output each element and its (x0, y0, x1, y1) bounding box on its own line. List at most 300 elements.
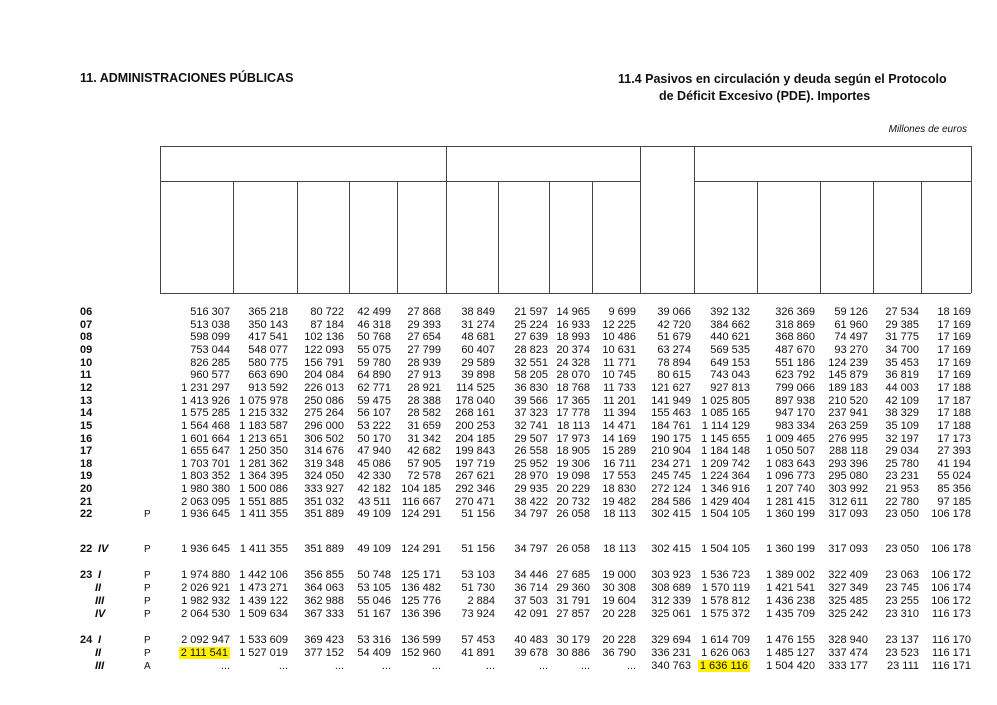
col-rule-minor (297, 181, 298, 293)
table-cell: 40 483 (514, 634, 548, 646)
table-cell: 16 711 (603, 457, 636, 470)
table-cell: 30 308 (602, 582, 636, 594)
table-cell: 317 093 (828, 508, 868, 521)
table-cell: 513 038 (190, 318, 230, 331)
table-cell: 56 107 (357, 407, 391, 420)
table-cell: 48 681 (461, 331, 495, 344)
table-cell: 19 098 (556, 470, 590, 483)
table-cell: 42 182 (357, 483, 391, 496)
row-label (80, 483, 92, 495)
col-rule-minor (549, 181, 550, 293)
table-cell: 36 819 (885, 369, 919, 382)
row-quarter: IV (98, 543, 109, 555)
table-cell: 826 285 (190, 356, 230, 369)
table-cell: 351 889 (304, 508, 344, 521)
table-cell: 204 084 (304, 369, 344, 382)
table-cell: 39 678 (514, 647, 548, 659)
table-cell: 34 700 (885, 343, 919, 356)
table-cell: 28 823 (514, 343, 548, 356)
table-cell: 53 222 (357, 419, 391, 432)
table-cell: 753 044 (190, 343, 230, 356)
table-cell: 21 953 (885, 483, 919, 496)
row-label (80, 445, 92, 457)
table-cell: 322 409 (828, 569, 868, 581)
table-cell: 20 732 (556, 495, 590, 508)
table-cell: 51 156 (461, 508, 495, 521)
table-cell: 663 690 (248, 369, 288, 382)
table-cell: 141 949 (651, 394, 691, 407)
table-cell: 927 813 (710, 381, 750, 394)
table-cell: 37 503 (514, 595, 548, 607)
table-cell: 551 186 (775, 356, 815, 369)
table-cell: 20 374 (556, 343, 590, 356)
table-cell: 1 009 465 (766, 432, 815, 445)
table-cell: 302 415 (651, 508, 691, 521)
table-cell: 116 171 (932, 660, 971, 672)
table-cell: 1 500 086 (239, 483, 288, 496)
table-cell: 23 063 (885, 569, 919, 581)
table-cell: 1 575 285 (181, 407, 230, 420)
table-cell: 1 703 701 (181, 457, 230, 470)
table-cell: 17 188 (937, 381, 971, 394)
table-cell: 36 714 (514, 582, 548, 594)
table-cell: 1 025 805 (701, 394, 750, 407)
row-flag: P (144, 635, 151, 646)
table-cell: 17 187 (937, 394, 971, 407)
table-cell: 106 172 (931, 569, 971, 581)
table-cell: 1 096 773 (766, 470, 815, 483)
table-cell: 199 843 (455, 445, 495, 458)
table-cell: 12 225 (602, 318, 636, 331)
table-cell: 27 534 (885, 306, 919, 318)
table-cell: 53 105 (357, 582, 391, 594)
row-label (80, 395, 92, 407)
row-label (80, 331, 92, 343)
table-cell: 1 601 664 (181, 432, 230, 445)
table-cell: 28 921 (407, 381, 441, 394)
table-cell: 28 970 (514, 470, 548, 483)
table-cell: 156 791 (304, 356, 344, 369)
table-cell: 39 566 (514, 394, 548, 407)
row-quarter: I (98, 634, 102, 646)
deuda-group-rule (694, 181, 971, 182)
table-cell: 51 156 (461, 543, 495, 555)
table-cell: 319 348 (304, 457, 344, 470)
row-quarter: II (95, 647, 102, 659)
table-cell: 42 720 (657, 318, 691, 331)
table-cell: 11 733 (603, 381, 636, 394)
table-cell: 124 291 (401, 508, 441, 521)
table-cell: 960 577 (190, 369, 230, 382)
table-cell: 31 659 (407, 419, 441, 432)
table-cell: 29 589 (461, 356, 495, 369)
row-year: 15 (80, 419, 93, 432)
row-flag: P (144, 570, 151, 581)
table-cell: 1 636 116 (699, 660, 748, 672)
table-cell: 17 169 (937, 343, 971, 356)
table-cell: 19 306 (556, 457, 590, 470)
table-cell: 1 075 978 (239, 394, 288, 407)
table-cell: 2 092 947 (181, 634, 230, 646)
table-cell: 27 685 (556, 569, 590, 581)
table-cell: 10 486 (602, 331, 636, 344)
table-cell: 41 194 (937, 457, 971, 470)
table-cell: 184 761 (651, 419, 691, 432)
table-cell: 327 349 (828, 582, 868, 594)
table-cell: 51 167 (357, 608, 391, 620)
col-rule-minor (820, 181, 821, 293)
table-cell: 20 228 (602, 634, 636, 646)
table-cell: 1 085 165 (701, 407, 750, 420)
table-cell: 125 171 (401, 569, 441, 581)
row-label (80, 433, 92, 445)
table-cell: 1 485 127 (766, 647, 815, 659)
table-cell: 1 083 643 (766, 457, 815, 470)
table-cell: 1 184 148 (701, 445, 750, 458)
table-cell: 125 776 (401, 595, 441, 607)
table-cell: 27 868 (407, 306, 441, 318)
table-cell: 377 152 (304, 647, 344, 659)
table-cell: 1 655 647 (181, 445, 230, 458)
table-cell: 42 330 (357, 470, 391, 483)
table-cell: 302 415 (651, 543, 691, 555)
table-cell: 80 722 (310, 306, 344, 318)
table-cell: 30 886 (556, 647, 590, 659)
table-cell: ... (580, 660, 590, 672)
table-cell: 270 471 (455, 495, 495, 508)
table-cell: ... (538, 660, 548, 672)
table-cell: 1 442 106 (239, 569, 288, 581)
table-cell: 17 778 (556, 407, 590, 420)
table-cell: 314 676 (304, 445, 344, 458)
table-cell: 275 264 (304, 407, 344, 420)
table-cell: 29 935 (514, 483, 548, 496)
table-cell: 1 936 645 (181, 508, 230, 521)
table-cell: 324 050 (304, 470, 344, 483)
table-cell: 23 050 (885, 508, 919, 521)
table-cell: 649 153 (710, 356, 750, 369)
table-cell: 42 091 (514, 608, 548, 620)
table-cell: 80 615 (657, 369, 691, 382)
table-cell: 72 578 (407, 470, 441, 483)
section-title-right (618, 71, 947, 105)
table-cell: 23 111 (886, 660, 919, 672)
table-cell: 1 207 740 (766, 483, 815, 496)
table-cell: 21 597 (514, 306, 548, 318)
table-cell: 57 453 (461, 634, 495, 646)
table-cell: 18 113 (603, 508, 636, 521)
table-cell: 226 013 (304, 381, 344, 394)
table-cell: 27 393 (937, 445, 971, 458)
row-label (80, 369, 92, 381)
table-cell: 20 228 (602, 608, 636, 620)
table-cell: 43 511 (358, 495, 391, 508)
table-cell: 1 209 742 (701, 457, 750, 470)
table-cell: 1 473 271 (239, 582, 288, 594)
table-cell: 19 000 (602, 569, 636, 581)
table-cell: 50 748 (357, 569, 391, 581)
table-cell: 367 333 (304, 608, 344, 620)
table-cell: 913 592 (248, 381, 288, 394)
table-cell: 45 086 (357, 457, 391, 470)
table-cell: 1 578 812 (701, 595, 750, 607)
col-rule-major (446, 146, 447, 293)
table-cell: 50 768 (357, 331, 391, 344)
table-cell: 32 197 (885, 432, 919, 445)
table-cell: 27 799 (407, 343, 441, 356)
col-rule-minor (498, 181, 499, 293)
table-cell: 333 927 (304, 483, 344, 496)
table-cell: 18 768 (556, 381, 590, 394)
table-cell: ... (626, 660, 636, 672)
table-cell: 23 745 (885, 582, 919, 594)
table-cell: 39 066 (657, 306, 691, 318)
table-cell: 39 898 (461, 369, 495, 382)
table-cell: 18 830 (602, 483, 636, 496)
table-cell: 122 093 (304, 343, 344, 356)
col-rule-major (694, 146, 695, 293)
table-cell: 1 281 415 (766, 495, 815, 508)
table-cell: 25 780 (885, 457, 919, 470)
table-cell: 210 904 (651, 445, 691, 458)
table-cell: 51 679 (657, 331, 691, 344)
table-cell: 136 599 (401, 634, 441, 646)
header-bottom-rule (160, 293, 971, 294)
table-cell: 178 040 (455, 394, 495, 407)
row-flag: P (144, 648, 151, 659)
row-year: 16 (80, 432, 93, 445)
table-cell: 29 360 (556, 582, 590, 594)
row-flag: P (144, 544, 151, 555)
table-cell: 1 050 507 (766, 445, 815, 458)
table-cell: 26 058 (556, 543, 590, 555)
table-cell: 189 183 (828, 381, 868, 394)
table-cell: 25 224 (514, 318, 548, 331)
row-year: 06 (80, 306, 93, 318)
table-cell: 190 175 (651, 432, 691, 445)
row-year: 14 (80, 407, 93, 420)
table-cell: 303 923 (651, 569, 691, 581)
row-year: 09 (80, 343, 93, 356)
row-year: 07 (80, 318, 93, 331)
table-cell: 1 504 420 (766, 660, 815, 672)
row-flag: P (144, 596, 151, 607)
pasivos-group-rule (160, 181, 446, 182)
table-cell: 38 422 (514, 495, 548, 508)
table-cell: 28 388 (407, 394, 441, 407)
table-cell: 17 169 (937, 356, 971, 369)
table-cell: 10 631 (602, 343, 636, 356)
table-cell: 897 938 (775, 394, 815, 407)
table-cell: 1 213 651 (239, 432, 288, 445)
table-cell: 250 086 (304, 394, 344, 407)
row-year: 10 (80, 356, 93, 369)
table-cell: 1 114 129 (701, 419, 750, 432)
table-cell: 17 188 (937, 419, 971, 432)
table-cell: 23 137 (885, 634, 919, 646)
table-cell: 58 205 (514, 369, 548, 382)
table-cell: 124 239 (828, 356, 868, 369)
row-year: 13 (80, 394, 93, 407)
table-cell: ... (485, 660, 495, 672)
table-cell: 35 109 (885, 419, 919, 432)
table-cell: 27 639 (514, 331, 548, 344)
table-cell: 292 346 (455, 483, 495, 496)
row-label (80, 407, 92, 419)
table-cell: 29 385 (885, 318, 919, 331)
table-cell: 63 274 (657, 343, 691, 356)
table-cell: 47 940 (357, 445, 391, 458)
table-cell: 516 307 (190, 306, 230, 318)
table-cell: 14 471 (602, 419, 636, 432)
table-cell: 1 224 364 (701, 470, 750, 483)
table-cell: 34 446 (514, 569, 548, 581)
table-cell: 1 364 395 (239, 470, 288, 483)
table-cell: 356 855 (304, 569, 344, 581)
table-cell: 245 745 (651, 470, 691, 483)
table-cell: 27 857 (556, 608, 590, 620)
table-cell: 2 063 095 (181, 495, 230, 508)
table-cell: ... (220, 660, 230, 672)
table-cell: 51 730 (461, 582, 495, 594)
row-flag: P (144, 583, 151, 594)
table-cell: 1 389 002 (766, 569, 815, 581)
row-year: 20 (80, 483, 93, 496)
table-cell: 102 136 (304, 331, 344, 344)
table-cell: 312 339 (651, 595, 691, 607)
table-cell: 1 413 926 (181, 394, 230, 407)
table-cell: 548 077 (248, 343, 288, 356)
table-cell: 351 032 (304, 495, 344, 508)
table-cell: 23 231 (885, 470, 919, 483)
table-cell: 97 185 (937, 495, 971, 508)
col-rule-minor (757, 181, 758, 293)
col-rule-minor (592, 181, 593, 293)
table-cell: 417 541 (248, 331, 288, 344)
table-cell: 28 582 (407, 407, 441, 420)
table-cell: 197 719 (455, 457, 495, 470)
row-year: 12 (80, 381, 93, 394)
table-cell: 24 328 (556, 356, 590, 369)
table-cell: 296 000 (304, 419, 344, 432)
table-cell: 14 965 (556, 306, 590, 318)
table-cell: 210 520 (828, 394, 868, 407)
table-cell: 2 111 541 (180, 647, 228, 659)
section-title-left: 11. ADMINISTRACIONES PÚBLICAS (80, 71, 294, 85)
row-year: 21 (80, 495, 93, 508)
table-cell: 25 952 (514, 457, 548, 470)
table-cell: 31 775 (885, 331, 919, 344)
table-cell: 18 905 (556, 445, 590, 458)
table-cell: 351 889 (304, 543, 344, 555)
table-cell: 1 803 352 (181, 470, 230, 483)
row-flag: P (144, 609, 151, 620)
unit-label: Millones de euros (888, 124, 967, 135)
row-label (80, 634, 102, 646)
table-cell: 1 527 019 (239, 647, 288, 659)
table-cell: 116 171 (932, 647, 971, 659)
table-cell: 46 318 (357, 318, 391, 331)
table-cell: 1 570 119 (701, 582, 750, 594)
table-cell: 27 654 (407, 331, 441, 344)
table-cell: 42 499 (357, 306, 391, 318)
table-cell: 30 179 (556, 634, 590, 646)
table-cell: 116 667 (402, 495, 441, 508)
table-cell: 59 126 (834, 306, 868, 318)
table-cell: 44 003 (885, 381, 919, 394)
table-cell: 29 507 (514, 432, 548, 445)
row-year: 08 (80, 331, 93, 344)
table-cell: 18 113 (557, 419, 590, 432)
row-flag: A (144, 661, 151, 672)
table-cell: 333 177 (828, 660, 868, 672)
table-cell: 14 169 (602, 432, 636, 445)
table-cell: 799 066 (775, 381, 815, 394)
row-quarter: III (95, 595, 105, 607)
row-quarter: IV (95, 608, 106, 620)
table-cell: 11 771 (603, 356, 636, 369)
table-cell: 325 061 (651, 608, 691, 620)
table-cell: 36 790 (602, 647, 636, 659)
row-label (80, 569, 102, 581)
table-cell: 317 093 (828, 543, 868, 555)
table-cell: 17 188 (937, 407, 971, 420)
row-year: 24 (80, 634, 93, 646)
col-rule-minor (233, 181, 234, 293)
table-cell: 328 940 (828, 634, 868, 646)
table-cell: 569 535 (710, 343, 750, 356)
table-cell: 23 523 (885, 647, 919, 659)
table-cell: 32 741 (514, 419, 548, 432)
table-cell: 34 797 (514, 543, 548, 555)
table-cell: 106 178 (931, 508, 971, 521)
table-cell: 1 439 122 (239, 595, 288, 607)
table-cell: 234 271 (651, 457, 691, 470)
ajustes-group-rule (446, 181, 640, 182)
table-cell: 17 365 (556, 394, 590, 407)
table-cell: 1 145 655 (701, 432, 750, 445)
table-cell: 11 394 (603, 407, 636, 420)
table-cell: 272 124 (651, 483, 691, 496)
table-cell: 23 310 (885, 608, 919, 620)
table-cell: 623 792 (775, 369, 815, 382)
table-cell: 1 533 609 (239, 634, 288, 646)
table-cell: 29 393 (407, 318, 441, 331)
row-label (80, 344, 92, 356)
table-cell: 1 509 634 (239, 608, 288, 620)
table-cell: 1 982 932 (181, 595, 230, 607)
table-cell: 31 342 (407, 432, 441, 445)
row-flag: P (144, 509, 151, 521)
table-cell: 365 218 (248, 306, 288, 318)
table-cell: 17 553 (602, 470, 636, 483)
table-cell: 87 184 (310, 318, 344, 331)
table-cell: 284 586 (651, 495, 691, 508)
table-cell: 200 253 (455, 419, 495, 432)
table-cell: 136 482 (401, 582, 441, 594)
table-cell: 306 502 (304, 432, 344, 445)
col-rule-minor (873, 181, 874, 293)
table-cell: 55 075 (357, 343, 391, 356)
table-cell: 318 869 (775, 318, 815, 331)
table-cell: 308 689 (651, 582, 691, 594)
table-cell: 34 797 (514, 508, 548, 521)
table-cell: 106 174 (931, 582, 971, 594)
table-cell: 1 281 362 (239, 457, 288, 470)
table-cell: 152 960 (401, 647, 441, 659)
table-cell: 340 763 (651, 660, 691, 672)
table-cell: 369 423 (304, 634, 344, 646)
